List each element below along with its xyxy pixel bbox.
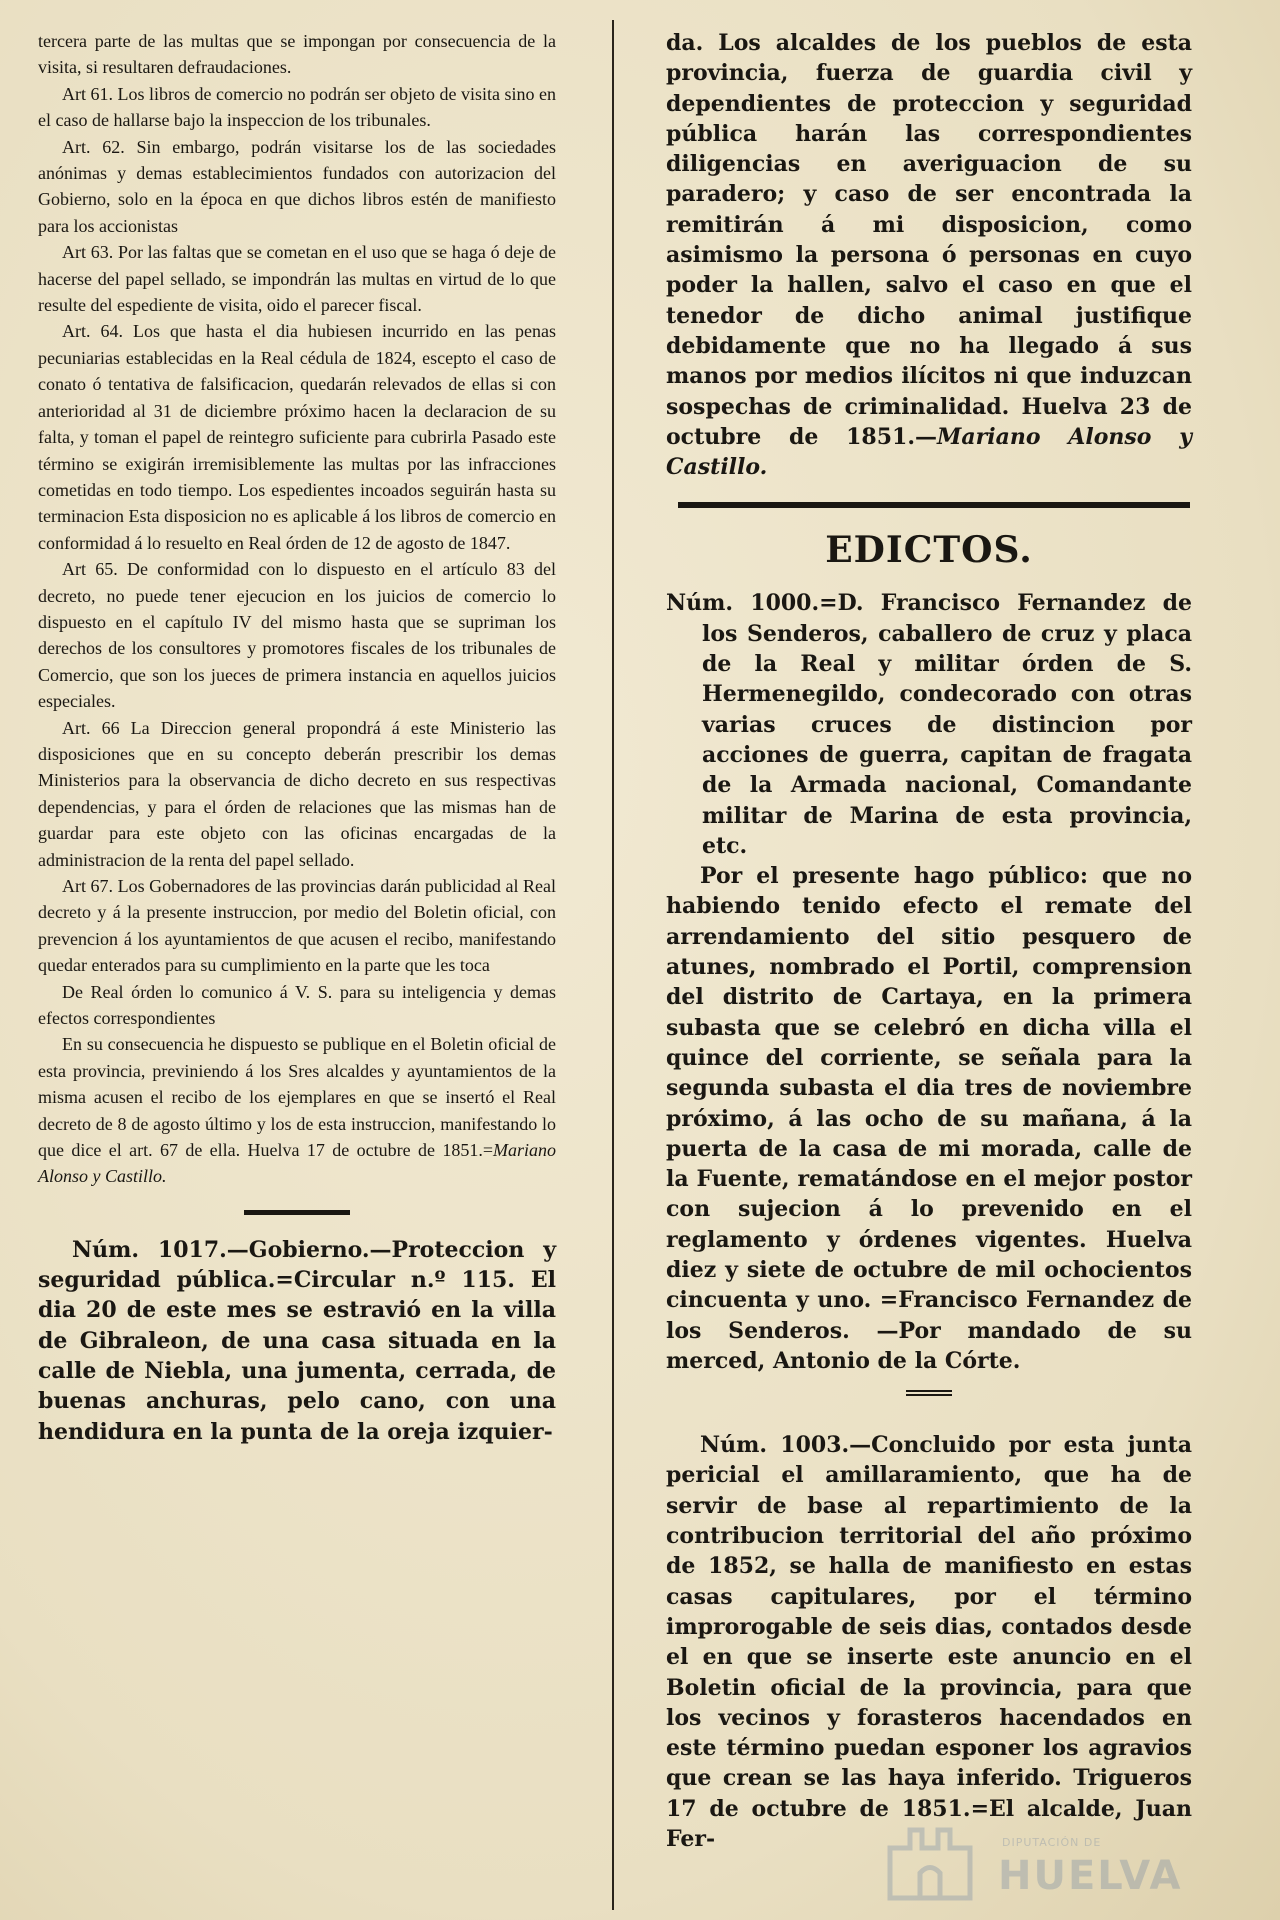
- watermark-emblem-icon: [880, 1818, 980, 1908]
- watermark-small-text: DIPUTACIÓN DE: [1002, 1836, 1102, 1849]
- publication-paragraph: [38, 1031, 556, 1189]
- publication-text: En su consecuencia he dispuesto se publique en el Boletin oficial de esta provincia, previniendo á los Sres alcaldes y ayuntamientos de la misma acusen el recibo de los ejemplares en que se insertó el Real decreto de 8 de agosto último y los de esta instruccion, manifestando lo que dice el art. 67 de ella. Huelva 17 de octubre de 1851.=: [38, 1034, 556, 1161]
- circular-continuation: [666, 28, 1192, 482]
- signature: Mariano Alonso y Castillo.: [38, 1140, 556, 1187]
- article-65: Art 65. De conformidad con lo dispuesto en el artículo 83 del decreto, no puede tener ejecucion en los juicios de comercio lo dispuesto en el capítulo IV del mismo hasta que se supriman los derechos de los consultores y promotores fiscales de los tribunales de Comercio, que son los jueces de primera instancia en aquellos juicios especiales.: [38, 559, 556, 712]
- article-61: Art 61. Los libros de comercio no podrán ser objeto de visita sino en el caso de hallarse bajo la inspeccion de los tribunales.: [38, 83, 556, 131]
- article-66: Art. 66 La Direccion general propondrá á este Ministerio las disposiciones que en su concepto deberán prescribir los demas Ministerios para la observancia de dicho decreto en sus respectivas dependencias, y para el órden de relaciones que las mismas han de guardar para este objeto con las oficinas encargadas de la administracion de la renta del papel sellado.: [38, 717, 556, 870]
- circular-115: Núm. 1017.—Gobierno.—Proteccion y seguridad pública.=Circular n.º 115. El dia 20 de este mes se estravió en la villa de Gibraleon, de una casa situada en la calle de Niebla, una jumenta, cerrada, de buenas anchuras, pelo cano, con una hendidura en la punta de la oreja izquier-: [38, 1236, 556, 1445]
- royal-order-paragraph: De Real órden lo comunico á V. S. para su inteligencia y demas efectos correspondientes: [38, 981, 556, 1029]
- article-63: Art 63. Por las faltas que se cometan en el uso que se haga ó deje de hacerse del papel sellado, se impondrán las multas en virtud de lo que resulte del espediente de visita, oido el parecer fiscal.: [38, 242, 556, 316]
- right-column: [666, 28, 1192, 1854]
- watermark-text: HUELVA: [998, 1853, 1183, 1899]
- article-62: Art. 62. Sin embargo, podrán visitarse los de las sociedades anónimas y demas establecimientos fundados con autorizacion del Gobierno, solo en la época en que dichos libros estén de manifiesto para los accionistas: [38, 136, 556, 236]
- article-67: Art 67. Los Gobernadores de las provincias darán publicidad al Real decreto y á la presente instruccion, por medio del Boletin oficial, con prevencion á los ayuntamientos de que acusen el recibo, manifestando quedar enterados para su cumplimiento en la parte que les toca: [38, 876, 556, 976]
- divider-rule: [244, 1210, 350, 1215]
- section-heading: EDICTOS.: [825, 529, 1033, 572]
- watermark: [880, 1818, 1210, 1908]
- column-rule: [612, 20, 614, 1910]
- edict-1000-body: Por el presente hago público: que no habiendo tenido efecto el remate del arrendamiento del sitio pesquero de atunes, nombrado el Portil, comprension del distrito de Cartaya, en la primera subasta que se celebró en dicha villa el quince del corriente, se señala para la segunda subasta el dia tres de noviembre próximo, á las ocho de su mañana, á la puerta de la casa de mi morada, calle de la Fuente, rematándose en el mejor postor con sujecion á lo prevenido en el reglamento y órdenes vigentes. Huelva diez y siete de octubre de mil ochocientos cincuenta y uno. =Francisco Fernandez de los Senderos. —Por mandado de su merced, Antonio de la Córte.: [666, 863, 1192, 1374]
- signature: Mariano Alonso y Castillo.: [666, 423, 1192, 481]
- section-rule: [678, 502, 1190, 508]
- article-64: Art. 64. Los que hasta el dia hubiesen incurrido en las penas pecuniarias establecidas en la Real cédula de 1824, escepto el caso de conato ó tentativa de falsificacion, quedarán relevados de ellas si con anterioridad al 31 de diciembre próximo hacen la declaracion de su falta, y toman el papel de reintegro suficiente para cubrirla Pasado este término se exigirán irremisiblemente las multas por las infracciones cometidas en todo tiempo. Los espedientes incoados seguirán hasta su terminacion Esta disposicion no es aplicable á los libros de comercio en conformidad á lo resuelto en Real órden de 12 de agosto de 1847.: [38, 321, 556, 553]
- left-column: [38, 28, 556, 1447]
- edict-1003: Núm. 1003.—Concluido por esta junta pericial el amillaramiento, que ha de servir de base al repartimiento de la contribucion territorial del año próximo de 1852, se halla de manifiesto en estas casas capitulares, por el término improrogable de seis dias, contados desde el en que se inserte este anuncio en el Boletin oficial de la provincia, para que los vecinos y forasteros hacendados en este término puedan esponer los agravios que crean se las haya inferido. Trigueros 17 de octubre de 1851.=El alcalde, Juan Fer-: [666, 1432, 1192, 1853]
- circular-continuation-text: da. Los alcaldes de los pueblos de esta provincia, fuerza de guardia civil y dependientes de proteccion y seguridad pública harán las correspondientes diligencias en averiguacion de su paradero; y caso de ser encontrada la remitirán á mi disposicion, como asimismo la persona ó personas en cuyo poder la hallen, salvo el caso en que el tenedor de dicho animal justifique debidamente que no ha llegado á sus manos por medios ilícitos ni que induzcan sospechas de criminalidad. Huelva 23 de octubre de 1851.—: [666, 30, 1192, 450]
- paragraph: tercera parte de las multas que se impongan por consecuencia de la visita, si resultaren defraudaciones.: [38, 31, 556, 78]
- short-separator: [906, 1390, 952, 1396]
- edict-1000-header: Núm. 1000.=D. Francisco Fernandez de los Senderos, caballero de cruz y placa de la Real y militar órden de S. Hermenegildo, condecorado con otras varias cruces de distincion por acciones de guerra, capitan de fragata de la Armada nacional, Comandante militar de Marina de esta provincia, etc.: [666, 590, 1192, 859]
